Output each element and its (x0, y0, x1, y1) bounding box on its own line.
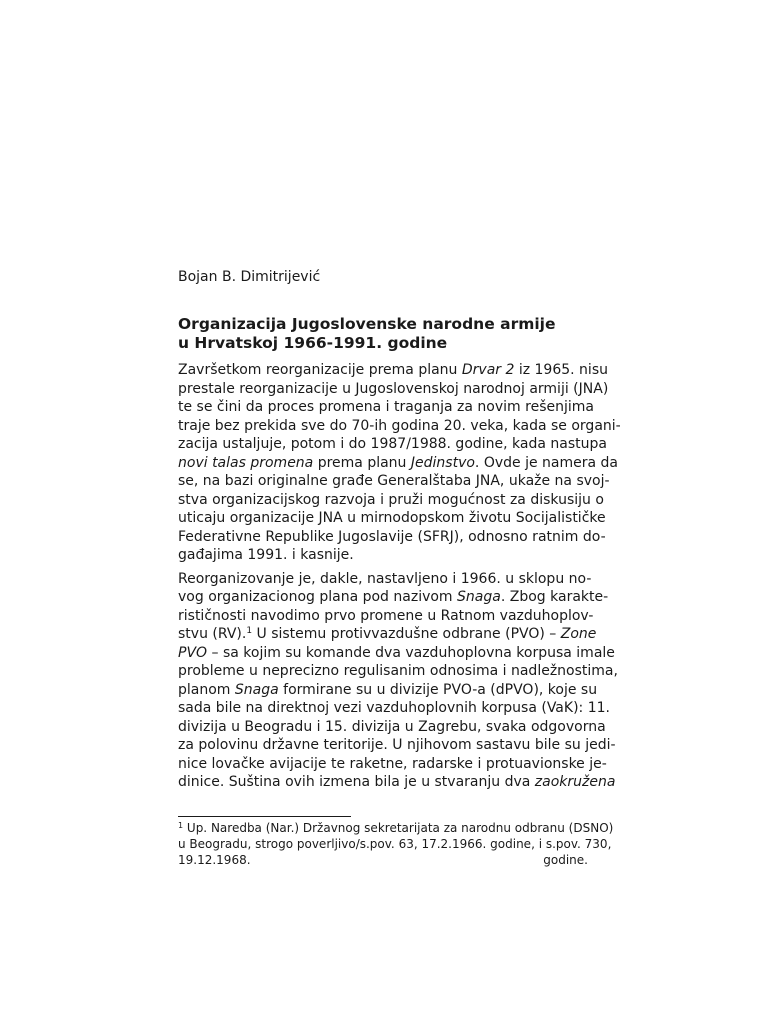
text-line: Završetkom reorganizacije prema planu Drvar 2 iz 1965. nisu (178, 362, 608, 378)
text-line: prestale reorganizacije u Jugoslovenskoj narodnoj armiji (JNA) (178, 380, 609, 397)
text-line: novi talas promena prema planu Jedinstvo. Ovde je namera da (178, 454, 618, 471)
article-title (178, 315, 598, 353)
text-line: Federativne Republike Jugoslavije (SFRJ), odnosno ratnim do- (178, 528, 606, 545)
footnote (178, 820, 614, 868)
title-line-1: Organizacija Jugoslovenske narodne armije (178, 315, 556, 333)
text-line: zacija ustaljuje, potom i do 1987/1988. godine, kada nastupa (178, 436, 607, 452)
footnote-reference[interactable]: 1 (246, 626, 253, 636)
footnote-line: $^1$ Up. Naredba (Nar.) Državnog sekretarijata za narodnu odbranu (DSNO) (178, 821, 614, 835)
text-line: sada bile na direktnoj vezi vazduhoplovnih korpusa (VaK): 11. (178, 700, 610, 716)
text-line: divizija u Beogradu i 15. divizija u Zagrebu, svaka odgovorna (178, 718, 606, 735)
text-line: nice lovačke avijacije te raketne, radarske i protuavionske je- (178, 755, 607, 772)
text-line: PVO – sa kojim su komande dva vazduhoplovna korpusa imale (178, 644, 615, 661)
footnote-line: 19.12.1968. godine. (178, 853, 588, 867)
text-line: planom Snaga formirane su u divizije PVO-a (dPVO), koje su (178, 681, 598, 698)
text-line: te se čini da proces promena i traganja za novim rešenjima (178, 399, 594, 415)
text-line: vog organizacionog plana pod nazivom Snaga. Zbog karakte- (178, 589, 609, 605)
text-line: probleme u neprecizno regulisanim odnosima i nadležnostima, (178, 663, 618, 679)
text-line: stva organizacijskog razvoja i pruži mogućnost za diskusiju o (178, 491, 604, 508)
article-body (178, 361, 621, 792)
text-line: Reorganizovanje je, dakle, nastavljeno i 1966. u sklopu no- (178, 570, 592, 587)
author-name: Bojan B. Dimitrijević (178, 269, 321, 285)
text-line: gađajima 1991. i kasnije. (178, 547, 354, 563)
footnote-line: u Beogradu, strogo poverljivo/s.pov. 63, 17.2.1966. godine, i s.pov. 730, (178, 837, 612, 851)
paragraph-1 (178, 361, 621, 565)
title-line-2: u Hrvatskoj 1966-1991. godine (178, 334, 448, 352)
footnote-divider (178, 816, 351, 817)
text-line: dinice. Suština ovih izmena bila je u stvaranju dva zaokružena (178, 774, 616, 790)
text-line: uticaju organizacije JNA u mirnodopskom životu Socijalističke (178, 510, 606, 526)
text-line: za polovinu državne teritorije. U njihovom sastavu bile su jedi- (178, 737, 616, 753)
text-line: traje bez prekida sve do 70-ih godina 20. veka, kada se organi- (178, 417, 621, 434)
text-line: stvu (RV).$^1$ U sistemu protivvazdušne odbrane (PVO) – Zone (178, 626, 597, 642)
footnote-mark: 1 (178, 821, 184, 830)
paragraph-2 (178, 570, 618, 792)
text-line: rističnosti navodimo prvo promene u Ratnom vazduhoplov- (178, 607, 594, 624)
text-line: se, na bazi originalne građe Generalštaba JNA, ukaže na svoj- (178, 473, 610, 489)
